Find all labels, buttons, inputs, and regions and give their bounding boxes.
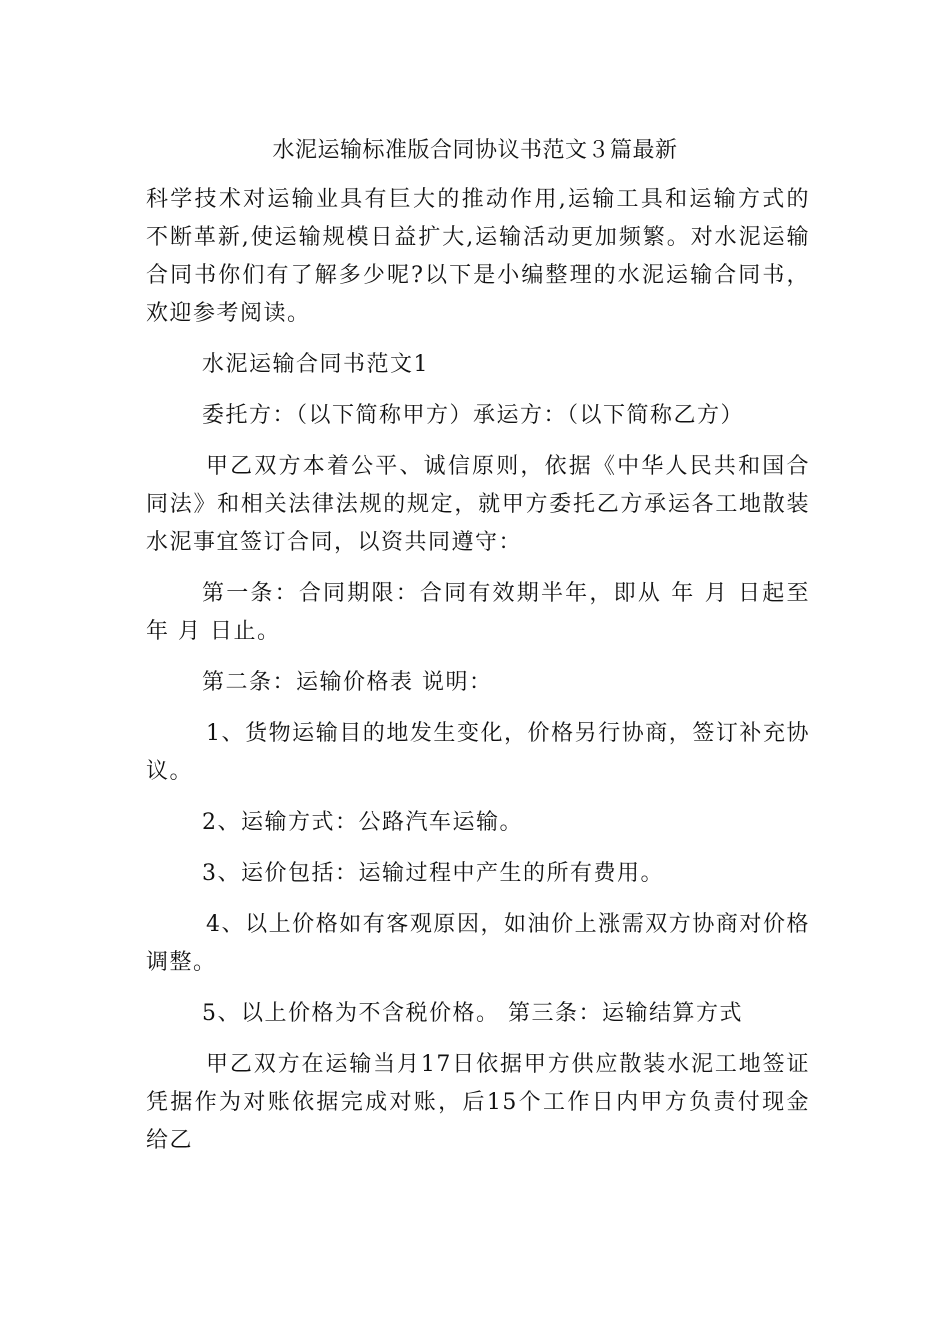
settlement-paragraph: 甲乙双方在运输当月17日依据甲方供应散装水泥工地签证凭据作为对账依据完成对账，后15个工作日内甲方负责付现金给乙 [146,1052,810,1153]
parties-line: 委托方：（以下简称甲方）承运方：（以下简称乙方） [202,403,745,428]
preamble-paragraph: 甲乙双方本着公平、诚信原则，依据《中华人民共和国合同法》和相关法律法规的规定，就甲方委托乙方承运各工地散装水泥事宜签订合同，以资共同遵守： [146,454,810,555]
note-4: 4、以上价格如有客观原因，如油价上涨需双方协商对价格调整。 [146,912,810,975]
note-2: 2、运输方式：公路汽车运输。 [202,810,523,835]
article-2: 第二条：运输价格表 说明： [202,670,493,695]
document-title: 水泥运输标准版合同协议书范文３篇最新 [272,138,678,163]
note-1: 1、货物运输目的地发生变化，价格另行协商，签订补充协议。 [146,721,810,784]
intro-paragraph: 科学技术对运输业具有巨大的推动作用,运输工具和运输方式的不断革新,使运输规模日益扩大,运输活动更加频繁。对水泥运输合同书你们有了解多少呢?以下是小编整理的水泥运输合同书，欢迎参考阅读。 [146,187,810,326]
article-1: 第一条：合同期限：合同有效期半年，即从 年 月 日起至 年 月 日止。 [146,581,810,644]
note-5-and-article-3: 5、以上价格为不含税价格。 第三条：运输结算方式 [202,1001,743,1026]
section-heading: 水泥运输合同书范文1 [202,352,429,377]
note-3: 3、运价包括：运输过程中产生的所有费用。 [202,861,664,886]
document-body [146,181,810,1173]
